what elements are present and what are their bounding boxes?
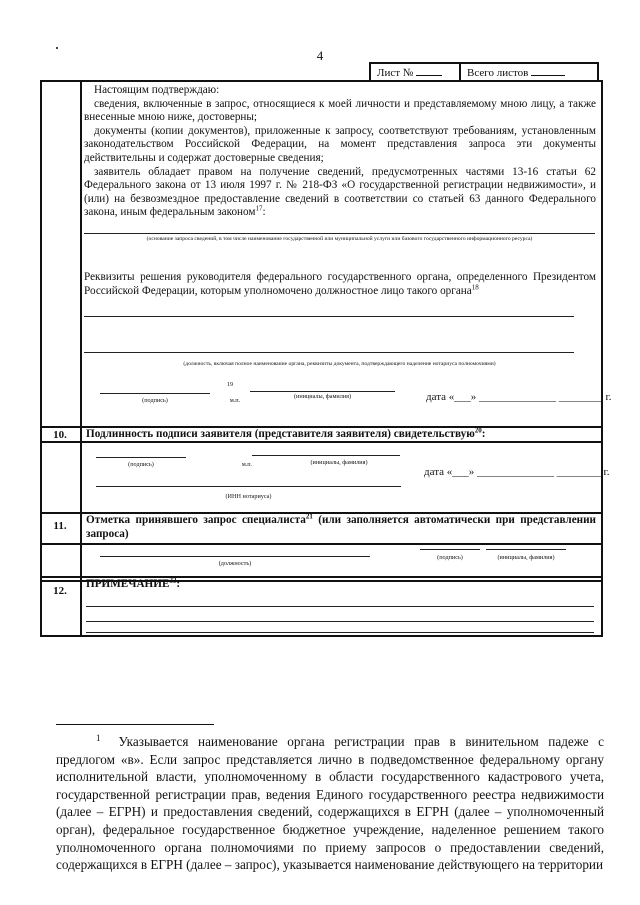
stamp-label: м.п. — [229, 397, 241, 404]
sheet-number-field[interactable] — [416, 66, 442, 76]
basis-caption: (основание запроса сведений, в том числе наименование государственной или муниципальной услуги или базового государственного информационного ресурса) — [146, 236, 533, 242]
row-10-stamp-label: м.п. — [241, 461, 253, 468]
footnote-1: $^1$ Указывается наименование органа регистрации прав в винительном падеже с предлогом «в». Если запрос представляется лично в подведомственное федеральному органу исполнительной власти, уполномоченному в области государственного кадастрового учета, государственной регистрации прав, ведения Единого государственного реестра недвижимости (далее – ЕГРН) и предоставления сведений, содержащихся в ЕГРН (далее – уполномоченный орган), федеральное государственное бюджетное учреждение, наделенное решением такого уполномоченного органа полномочиями по приему запросов о предоставлении сведений, содержащихся в ЕГРН (далее – запрос), указывается наименование действующего на территории — [56, 732, 604, 873]
row-12-title: ПРИМЕЧАНИЕ$^{22}$: — [86, 576, 181, 590]
initials-caption: (инициалы, фамилия) — [293, 393, 352, 400]
row-divider — [40, 441, 603, 443]
requisites-field[interactable] — [84, 316, 574, 317]
sheet-number-label: Лист № — [377, 67, 414, 79]
confirmation-intro: Настоящим подтверждаю: — [94, 84, 220, 96]
specialist-position-caption: (должность) — [218, 560, 252, 567]
confirmation-p1: сведения, включенные в запрос, относящиеся к моей личности и представляемому мною лицу, а также внесенные мною ниже, достоверны; — [84, 97, 596, 124]
total-sheets-field[interactable] — [531, 66, 565, 76]
confirmation-p3: заявитель обладает правом на получение сведений, предусмотренных частями 13-16 статьи 62 Федерального закона от 13 июля 1997 г. № 218-ФЗ «О государственной регистрации недвижимости», и (или) на безвозмездное предоставление сведений в соответствии со статьей 63 данного Федерального закона, иным федеральным законом$^{17}$: — [84, 165, 596, 219]
row-10-signature-caption: (подпись) — [128, 461, 154, 468]
specialist-signature-field[interactable] — [420, 549, 480, 550]
position-field[interactable] — [84, 352, 574, 353]
basis-field[interactable] — [84, 233, 595, 234]
footnote-ref-19: 19 — [226, 381, 234, 388]
row-10-date-field[interactable]: дата «___» ______________ ________ г. — [424, 466, 610, 478]
specialist-initials-field[interactable] — [486, 549, 566, 550]
notary-inn-caption: (ИНН нотариуса) — [225, 493, 272, 500]
row-10-initials-caption: (инициалы, фамилия) — [310, 459, 368, 466]
note-line-1[interactable] — [86, 606, 594, 607]
total-sheets-label: Всего листов — [467, 67, 529, 79]
requisites-text: Реквизиты решения руководителя федерального государственного органа, определенного Президентом Российской Федерации, которым уполномочено должностное лицо такого органа$^{18}$ — [84, 271, 596, 297]
signature-caption: (подпись) — [142, 397, 168, 404]
specialist-signature-caption: (подпись) — [437, 554, 463, 561]
sheet-header — [369, 62, 599, 82]
initials-field[interactable] — [250, 391, 395, 392]
specialist-position-field[interactable] — [100, 556, 370, 557]
signature-field[interactable] — [100, 393, 210, 394]
row-divider — [40, 543, 603, 545]
number-column-divider — [80, 80, 82, 637]
notary-inn-field[interactable] — [96, 486, 401, 487]
note-line-3[interactable] — [86, 632, 594, 633]
date-field[interactable]: дата «___» ______________ ________ г. — [426, 391, 612, 403]
confirmation-text — [84, 84, 596, 220]
page-number: 4 — [316, 48, 324, 63]
footnote-separator — [56, 724, 214, 725]
position-caption: (должность, включая полное наименование органа, реквизиты документа, подтверждающего наделение нотариуса полномочиями) — [183, 361, 496, 367]
note-line-2[interactable] — [86, 621, 594, 622]
row-10-initials-field[interactable] — [252, 455, 400, 456]
row-11-title: Отметка принявшего запрос специалиста$^{21}$ (или заполняется автоматически при представлении запроса) — [86, 512, 597, 540]
row-12-number: 12. — [53, 585, 67, 597]
row-11-number: 11. — [53, 520, 67, 532]
row-10-title: Подлинность подписи заявителя (представителя заявителя) свидетельствую$^{20}$: — [86, 426, 486, 440]
row-10-signature-field[interactable] — [96, 457, 186, 458]
confirmation-p2: документы (копии документов), приложенные к запросу, соответствуют требованиям, установленным законодательством Российской Федерации, на момент представления запроса эти документы действительны и содержат достоверные сведения; — [84, 124, 596, 164]
specialist-initials-caption: (инициалы, фамилия) — [497, 554, 555, 561]
row-10-number: 10. — [53, 429, 67, 441]
